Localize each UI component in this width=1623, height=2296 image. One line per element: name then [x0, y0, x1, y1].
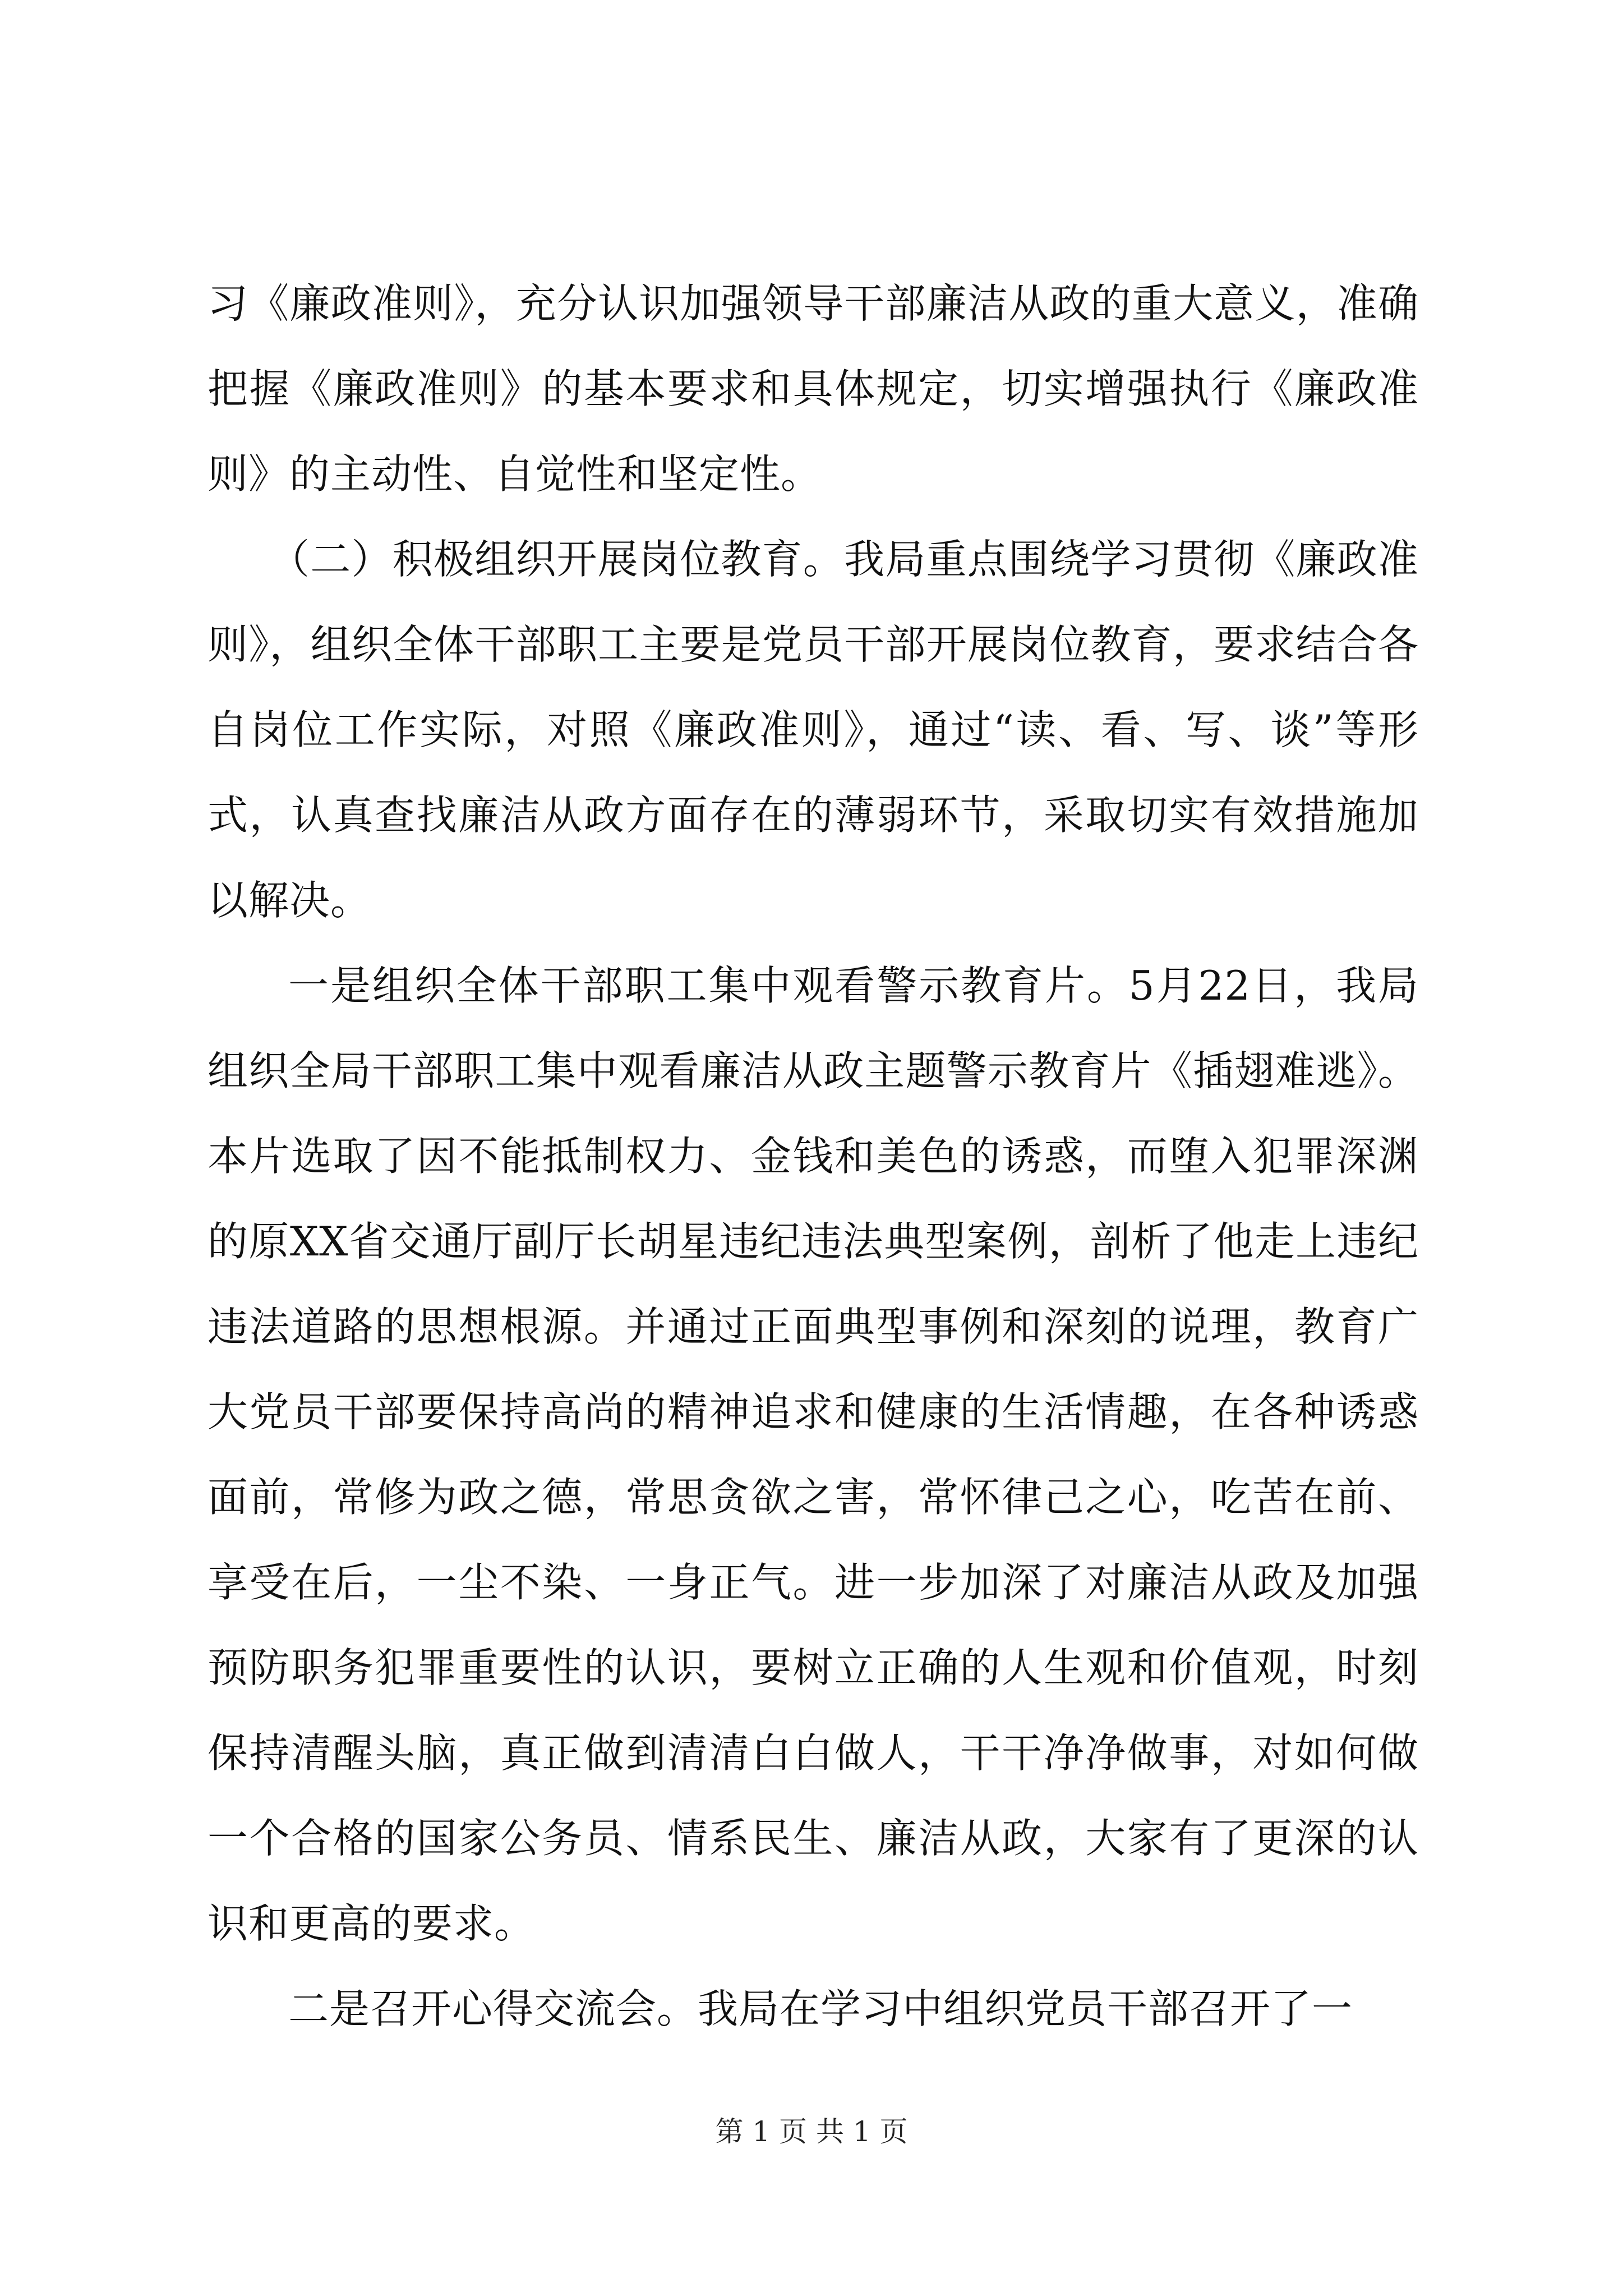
paragraph-1: 习《廉政准则》，充分认识加强领导干部廉洁从政的重大意义，准确把握《廉政准则》的基本要求和具体规定，切实增强执行《廉政准则》的主动性、自觉性和坚定性。: [208, 280, 1419, 498]
paragraph-4: 二是召开心得交流会。我局在学习中组织党员干部召开了一: [288, 1985, 1353, 2032]
paragraph-3: 一是组织全体干部职工集中观看警示教育片。5月22日，我局组织全局干部职工集中观看廉洁从政主题警示教育片《插翅难逃》。本片选取了因不能抵制权力、金钱和美色的诱惑，而堕入犯罪深渊的原XX省交通厅副厅长胡星违纪违法典型案例，剖析了他走上违纪违法道路的思想根源。并通过正面典型事例和深刻的说理，教育广大党员干部要保持高尚的精神追求和健康的生活情趣，在各种诱惑面前，常修为政之德，常思贪欲之害，常怀律己之心，吃苦在前、享受在后，一尘不染、一身正气。进一步加深了对廉洁从政及加强预防职务犯罪重要性的认识，要树立正确的人生观和价值观，时刻保持清醒头脑，真正做到清清白白做人，干干净净做事，对如何做一个合格的国家公务员、情系民生、廉洁从政，大家有了更深的认识和更高的要求。: [208, 962, 1419, 1947]
document-body: [208, 261, 1419, 2051]
paragraph-2: （二）积极组织开展岗位教育。我局重点围绕学习贯彻《廉政准则》，组织全体干部职工主要是党员干部开展岗位教育，要求结合各自岗位工作实际，对照《廉政准则》，通过“读、看、写、谈”等形式，认真查找廉洁从政方面存在的薄弱环节，采取切实有效措施加以解决。: [208, 536, 1419, 924]
page-footer: 第 1 页 共 1 页: [715, 2115, 908, 2148]
